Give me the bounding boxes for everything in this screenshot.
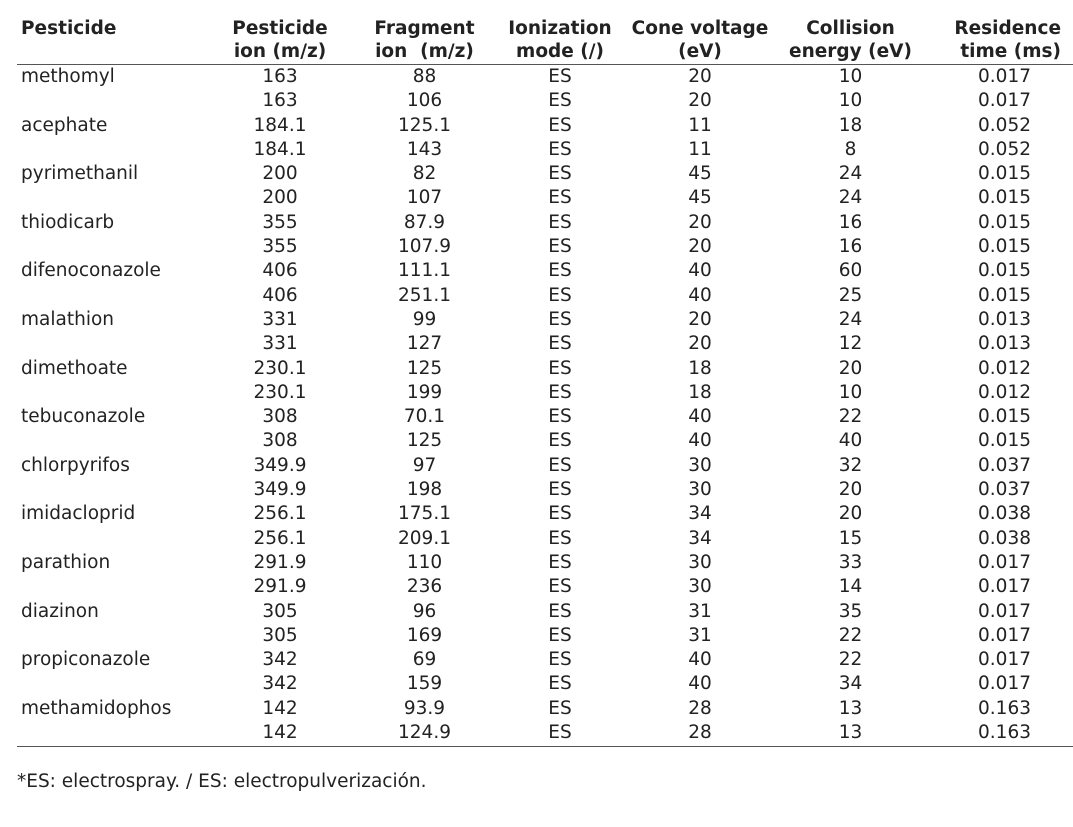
ionization-mode-cell: ES [548,114,572,136]
cone-voltage-cell: 45 [688,187,712,209]
header-fragment-ion: Fragment ion (m/z) [347,14,502,65]
ionization-mode-cell: ES [548,454,572,476]
ionization-mode-cell: ES [548,333,572,355]
fragment-ion-cell: 110 [406,551,443,573]
pesticide-ion-cell: 200 [262,187,298,209]
cone-voltage-cell: 31 [688,624,712,646]
ionization-mode-cell: ES [548,527,572,549]
table-row [17,65,1073,90]
header-pesticide: Pesticide [17,14,213,65]
collision-energy-cell: 13 [782,721,919,747]
header-row [17,14,1073,65]
table-row [17,211,1073,235]
cone-voltage-cell: 18 [688,381,712,403]
pesticide-ion-cell: 184.1 [253,138,307,160]
ionization-mode-cell: ES [548,673,572,695]
table-row [17,672,1073,696]
header-collision-energy: Collision energy (eV) [782,14,919,65]
pesticide-name-cell: chlorpyrifos [21,454,130,476]
pesticide-name-cell [17,672,213,696]
collision-energy-cell: 12 [838,333,863,355]
pesticide-name-cell [17,624,213,648]
residence-time-cell: 0.015 [978,163,1031,185]
pesticide-name-cell [17,575,213,599]
fragment-ion-cell: 127 [406,333,443,355]
residence-time-cell: 0.037 [978,479,1031,501]
residence-time-cell: 0.163 [978,697,1031,719]
collision-energy-cell: 20 [838,357,863,379]
pesticide-ion-cell: 163 [262,66,298,87]
cone-voltage-cell: 20 [688,66,712,87]
pesticide-name-cell: dimethoate [21,357,128,379]
pesticide-ion-cell: 355 [262,211,298,233]
table-row [17,114,1073,138]
pesticide-name-cell: methomyl [21,66,115,87]
table-row [17,138,1073,162]
residence-time-cell: 0.017 [978,551,1031,573]
fragment-ion-cell: 99 [412,308,437,330]
pesticide-name-cell: diazinon [21,600,99,622]
cone-voltage-cell: 40 [688,430,712,452]
table-row [17,478,1073,502]
pesticide-ion-cell: 305 [262,624,298,646]
residence-time-cell: 0.017 [978,624,1031,646]
pesticide-name-cell [17,381,213,405]
table-row [17,381,1073,405]
fragment-ion-cell: 111.1 [398,260,451,282]
pesticide-ion-cell: 342 [262,673,298,695]
ionization-mode-cell: ES [548,308,572,330]
pesticide-name-cell [17,89,213,113]
table-header [17,14,1073,65]
fragment-ion-cell: 198 [406,479,443,501]
pesticide-ion-cell: 349.9 [253,479,307,501]
collision-energy-cell: 60 [838,260,863,282]
pesticide-ion-cell: 142 [262,697,298,719]
ionization-mode-cell: ES [548,138,572,160]
collision-energy-cell: 35 [838,600,863,622]
residence-time-cell: 0.013 [978,308,1031,330]
cone-voltage-cell: 20 [688,90,712,112]
collision-energy-cell: 40 [838,430,863,452]
cone-voltage-cell: 30 [688,576,712,598]
collision-energy-cell: 22 [838,624,863,646]
residence-time-cell: 0.017 [978,90,1031,112]
residence-time-cell: 0.017 [978,649,1031,671]
table-row [17,551,1073,575]
fragment-ion-cell: 143 [406,138,443,160]
cone-voltage-cell: 11 [688,138,712,160]
table-row [17,600,1073,624]
cone-voltage-cell: 30 [688,454,712,476]
residence-time-cell: 0.052 [978,138,1031,160]
cone-voltage-cell: 20 [688,333,712,355]
pesticide-name-cell: acephate [21,114,108,136]
cone-voltage-cell: 28 [688,697,712,719]
residence-time-cell: 0.017 [978,576,1031,598]
ionization-mode-cell: ES [548,503,572,525]
table-row [17,308,1073,332]
collision-energy-cell: 20 [838,503,863,525]
fragment-ion-cell: 88 [412,66,437,87]
table-row [17,624,1073,648]
pesticide-name-cell [17,138,213,162]
residence-time-cell: 0.017 [978,600,1031,622]
cone-voltage-cell: 40 [688,673,712,695]
cone-voltage-cell: 20 [688,236,712,258]
residence-time-cell: 0.163 [919,721,1073,747]
ionization-mode-cell: ES [548,430,572,452]
collision-energy-cell: 34 [838,673,863,695]
collision-energy-cell: 24 [838,308,863,330]
fragment-ion-cell: 209.1 [398,527,451,549]
fragment-ion-cell: 82 [412,163,437,185]
collision-energy-cell: 14 [838,576,863,598]
ionization-mode-cell: ES [548,479,572,501]
header-ionization-mode: Ionization mode (/) [502,14,618,65]
cone-voltage-cell: 28 [618,721,782,747]
collision-energy-cell: 10 [838,90,863,112]
pesticide-ion-cell: 200 [262,163,298,185]
table-row [17,186,1073,210]
fragment-ion-cell: 107.9 [398,236,451,258]
table-body [17,65,1073,747]
cone-voltage-cell: 40 [688,260,712,282]
header-cone-voltage: Cone voltage (eV) [618,14,782,65]
pesticide-ion-cell: 256.1 [253,503,307,525]
residence-time-cell: 0.038 [978,527,1031,549]
fragment-ion-cell: 169 [406,624,443,646]
collision-energy-cell: 22 [838,406,863,428]
table-row [17,162,1073,186]
collision-energy-cell: 13 [838,697,863,719]
table-row [17,259,1073,283]
collision-energy-cell: 22 [838,649,863,671]
table-row [17,405,1073,429]
fragment-ion-cell: 69 [412,649,437,671]
residence-time-cell: 0.015 [978,260,1031,282]
pesticide-name-cell: tebuconazole [21,406,146,428]
pesticide-name-cell [17,186,213,210]
ionization-mode-cell: ES [548,624,572,646]
collision-energy-cell: 20 [838,479,863,501]
residence-time-cell: 0.015 [978,211,1031,233]
pesticide-name-cell [17,429,213,453]
pesticide-name-cell: difenoconazole [21,260,161,282]
residence-time-cell: 0.017 [978,66,1031,87]
fragment-ion-cell: 199 [406,381,443,403]
fragment-ion-cell: 125 [406,357,443,379]
residence-time-cell: 0.015 [978,430,1031,452]
pesticide-ion-cell: 256.1 [253,527,307,549]
pesticide-ion-cell: 230.1 [253,357,307,379]
pesticide-name-cell [17,284,213,308]
pesticide-name-cell [17,527,213,551]
residence-time-cell: 0.017 [978,673,1031,695]
ionization-mode-cell: ES [548,381,572,403]
pesticide-name-cell: thiodicarb [21,211,115,233]
pesticide-name-cell [17,332,213,356]
ionization-mode-cell: ES [548,697,572,719]
residence-time-cell: 0.013 [978,333,1031,355]
cone-voltage-cell: 30 [688,479,712,501]
pesticide-name-cell [17,235,213,259]
header-residence-time: Residence time (ms) [919,14,1073,65]
pesticide-name-cell [17,478,213,502]
pesticide-ion-cell: 342 [262,649,298,671]
pesticide-ion-cell: 349.9 [253,454,307,476]
cone-voltage-cell: 40 [688,649,712,671]
cone-voltage-cell: 20 [688,211,712,233]
residence-time-cell: 0.012 [978,357,1031,379]
pesticide-name-cell: parathion [21,551,111,573]
collision-energy-cell: 10 [838,66,863,87]
collision-energy-cell: 16 [838,211,863,233]
pesticide-ion-cell: 163 [262,90,298,112]
residence-time-cell: 0.015 [978,187,1031,209]
fragment-ion-cell: 124.9 [347,721,502,747]
ionization-mode-cell: ES [548,163,572,185]
ionization-mode-cell: ES [548,211,572,233]
residence-time-cell: 0.015 [978,406,1031,428]
fragment-ion-cell: 70.1 [403,406,446,428]
pesticide-ion-cell: 308 [262,406,298,428]
table-row [17,502,1073,526]
pesticide-ion-cell: 355 [262,236,298,258]
ionization-mode-cell: ES [548,260,572,282]
cone-voltage-cell: 34 [688,527,712,549]
header-pesticide-ion: Pesticide ion (m/z) [213,14,347,65]
pesticide-ms-parameters-table [17,14,1073,747]
table-row [17,284,1073,308]
pesticide-ion-cell: 291.9 [253,551,307,573]
table-row [17,89,1073,113]
fragment-ion-cell: 159 [406,673,443,695]
collision-energy-cell: 32 [838,454,863,476]
fragment-ion-cell: 125 [406,430,443,452]
fragment-ion-cell: 236 [406,576,443,598]
table-row [17,429,1073,453]
cone-voltage-cell: 30 [688,551,712,573]
fragment-ion-cell: 96 [412,600,437,622]
residence-time-cell: 0.012 [978,381,1031,403]
fragment-ion-cell: 107 [406,187,443,209]
pesticide-ion-cell: 406 [262,284,298,306]
residence-time-cell: 0.037 [978,454,1031,476]
fragment-ion-cell: 251.1 [398,284,451,306]
residence-time-cell: 0.015 [978,284,1031,306]
fragment-ion-cell: 87.9 [403,211,446,233]
ionization-mode-cell: ES [548,66,572,87]
table-row [17,357,1073,381]
cone-voltage-cell: 20 [688,308,712,330]
cone-voltage-cell: 40 [688,284,712,306]
ionization-mode-cell: ES [548,406,572,428]
collision-energy-cell: 24 [838,187,863,209]
table-row [17,721,1073,747]
collision-energy-cell: 15 [838,527,863,549]
ionization-mode-cell: ES [548,551,572,573]
ionization-mode-cell: ES [548,187,572,209]
cone-voltage-cell: 31 [688,600,712,622]
collision-energy-cell: 24 [838,163,863,185]
collision-energy-cell: 8 [844,138,857,160]
collision-energy-cell: 25 [838,284,863,306]
table-row [17,575,1073,599]
fragment-ion-cell: 93.9 [403,697,446,719]
fragment-ion-cell: 97 [412,454,437,476]
table-row [17,235,1073,259]
ionization-mode-cell: ES [548,90,572,112]
pesticide-ion-cell: 230.1 [253,381,307,403]
pesticide-ion-cell: 184.1 [253,114,307,136]
pesticide-ion-cell: 308 [262,430,298,452]
cone-voltage-cell: 45 [688,163,712,185]
table-row [17,332,1073,356]
pesticide-ion-cell: 331 [262,308,298,330]
pesticide-ion-cell: 406 [262,260,298,282]
pesticide-ion-cell: 142 [213,721,347,747]
collision-energy-cell: 33 [838,551,863,573]
document [17,14,1073,747]
table-row [17,697,1073,721]
fragment-ion-cell: 175.1 [398,503,451,525]
fragment-ion-cell: 106 [406,90,443,112]
pesticide-name-cell: propiconazole [21,649,151,671]
pesticide-name-cell: methamidophos [21,697,172,719]
ionization-mode-cell: ES [548,576,572,598]
pesticide-name-cell: imidacloprid [21,503,136,525]
cone-voltage-cell: 40 [688,406,712,428]
table-row [17,648,1073,672]
ionization-mode-cell: ES [548,649,572,671]
pesticide-name-cell: malathion [21,308,114,330]
residence-time-cell: 0.052 [978,114,1031,136]
residence-time-cell: 0.015 [978,236,1031,258]
pesticide-name-cell [17,721,213,747]
ionization-mode-cell: ES [548,600,572,622]
residence-time-cell: 0.038 [978,503,1031,525]
ionization-mode-cell: ES [502,721,618,747]
cone-voltage-cell: 18 [688,357,712,379]
fragment-ion-cell: 125.1 [398,114,451,136]
pesticide-name-cell: pyrimethanil [21,163,139,185]
ionization-mode-cell: ES [548,284,572,306]
pesticide-ion-cell: 305 [262,600,298,622]
cone-voltage-cell: 11 [688,114,712,136]
footnote: *ES: electrospray. / ES: electropulverización. [17,771,427,792]
cone-voltage-cell: 34 [688,503,712,525]
ionization-mode-cell: ES [548,357,572,379]
ionization-mode-cell: ES [548,236,572,258]
table-row [17,454,1073,478]
table-row [17,527,1073,551]
pesticide-ion-cell: 331 [262,333,298,355]
collision-energy-cell: 18 [838,114,863,136]
collision-energy-cell: 10 [838,381,863,403]
collision-energy-cell: 16 [838,236,863,258]
pesticide-ion-cell: 291.9 [253,576,307,598]
